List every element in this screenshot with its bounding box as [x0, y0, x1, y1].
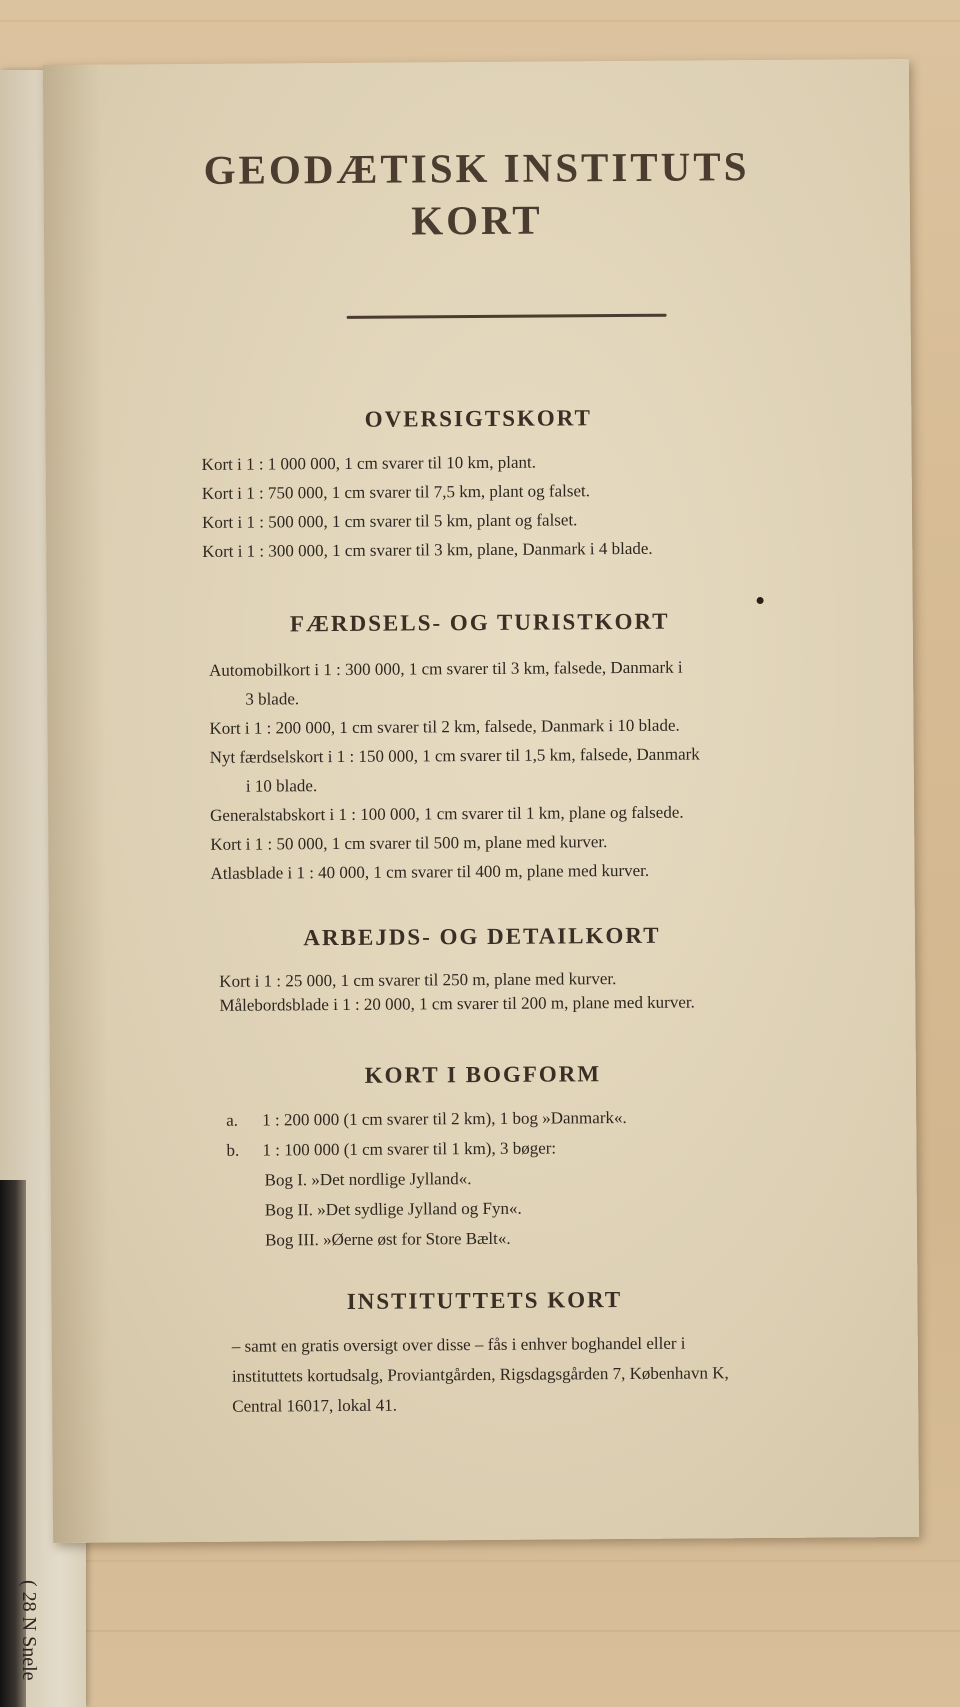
heading-oversigtskort: OVERSIGTSKORT — [364, 405, 592, 432]
section-instituttets-kort — [232, 1327, 873, 1421]
section-arbejds-og-detailkort — [219, 965, 859, 1017]
side-label: ( 28 N Snele — [18, 1580, 40, 1681]
heading-faerdsels-og-turistkort: FÆRDSELS- OG TURISTKORT — [289, 608, 670, 637]
ink-spot — [757, 597, 764, 604]
book-item: Bog I. »Det nordlige Jylland«. — [264, 1169, 472, 1190]
list-marker: a. — [226, 1110, 239, 1130]
text-line: Kort i 1 : 50 000, 1 cm svarer til 500 m, plane med kurver. — [210, 832, 608, 854]
list-item — [226, 1131, 866, 1165]
page-title — [43, 139, 910, 249]
text-line-continuation: 3 blade. — [245, 689, 300, 709]
book-item: Bog III. »Øerne øst for Store Bælt«. — [264, 1228, 511, 1250]
text-line: Automobilkort i 1 : 300 000, 1 cm svarer til 3 km, falsede, Danmark i — [209, 657, 683, 680]
text-line: Kort i 1 : 300 000, 1 cm svarer til 3 km, plane, Danmark i 4 blade. — [202, 538, 653, 561]
heading-arbejds-og-detailkort: ARBEJDS- OG DETAILKORT — [303, 922, 661, 951]
heading-kort-i-bogform: KORT I BOGFORM — [364, 1061, 602, 1088]
text-line: Generalstabskort i 1 : 100 000, 1 cm svarer til 1 km, plane og falsede. — [210, 802, 684, 825]
section-kort-i-bogform — [226, 1101, 867, 1255]
list-marker: b. — [226, 1140, 240, 1160]
title-line-1: GEODÆTISK INSTITUTS — [203, 143, 750, 193]
text-line-continuation: i 10 blade. — [245, 776, 318, 796]
list-item — [226, 1101, 866, 1135]
text-line: – samt en gratis oversigt over disse – fås i enhver boghandel eller i — [231, 1333, 686, 1356]
section-oversigtskort — [202, 445, 843, 565]
text-line: instituttets kortudsalg, Proviantgården, Rigsdagsgården 7, København K, — [231, 1363, 729, 1386]
heading-instituttets-kort: INSTITUTTETS KORT — [346, 1287, 623, 1314]
list-text: 1 : 100 000 (1 cm svarer til 1 km), 3 bøger: — [262, 1138, 557, 1160]
list-text: 1 : 200 000 (1 cm svarer til 2 km), 1 bog »Danmark«. — [262, 1107, 627, 1130]
text-line: Målebordsblade i 1 : 20 000, 1 cm svarer til 200 m, plane med kurver. — [219, 992, 695, 1015]
text-line: Kort i 1 : 25 000, 1 cm svarer til 250 m, plane med kurver. — [219, 969, 617, 991]
title-line-2: KORT — [411, 196, 543, 244]
book-item: Bog II. »Det sydlige Jylland og Fyn«. — [264, 1198, 522, 1220]
text-line: Kort i 1 : 500 000, 1 cm svarer til 5 km, plant og falset. — [201, 510, 578, 532]
document-page — [43, 59, 919, 1543]
text-line: Kort i 1 : 200 000, 1 cm svarer til 2 km, falsede, Danmark i 10 blade. — [209, 715, 680, 738]
text-line: Kort i 1 : 750 000, 1 cm svarer til 7,5 km, plant og falset. — [201, 481, 591, 503]
section-faerdsels-og-turistkort — [209, 651, 851, 887]
text-line: Central 16017, lokal 41. — [232, 1395, 398, 1416]
text-line: Atlasblade i 1 : 40 000, 1 cm svarer til 400 m, plane med kurver. — [210, 860, 650, 883]
page-fold-shadow — [43, 65, 111, 1543]
title-divider — [347, 314, 667, 319]
text-line: Nyt færdselskort i 1 : 150 000, 1 cm svarer til 1,5 km, falsede, Danmark — [209, 744, 700, 767]
text-line: Kort i 1 : 1 000 000, 1 cm svarer til 10 km, plant. — [201, 452, 536, 474]
